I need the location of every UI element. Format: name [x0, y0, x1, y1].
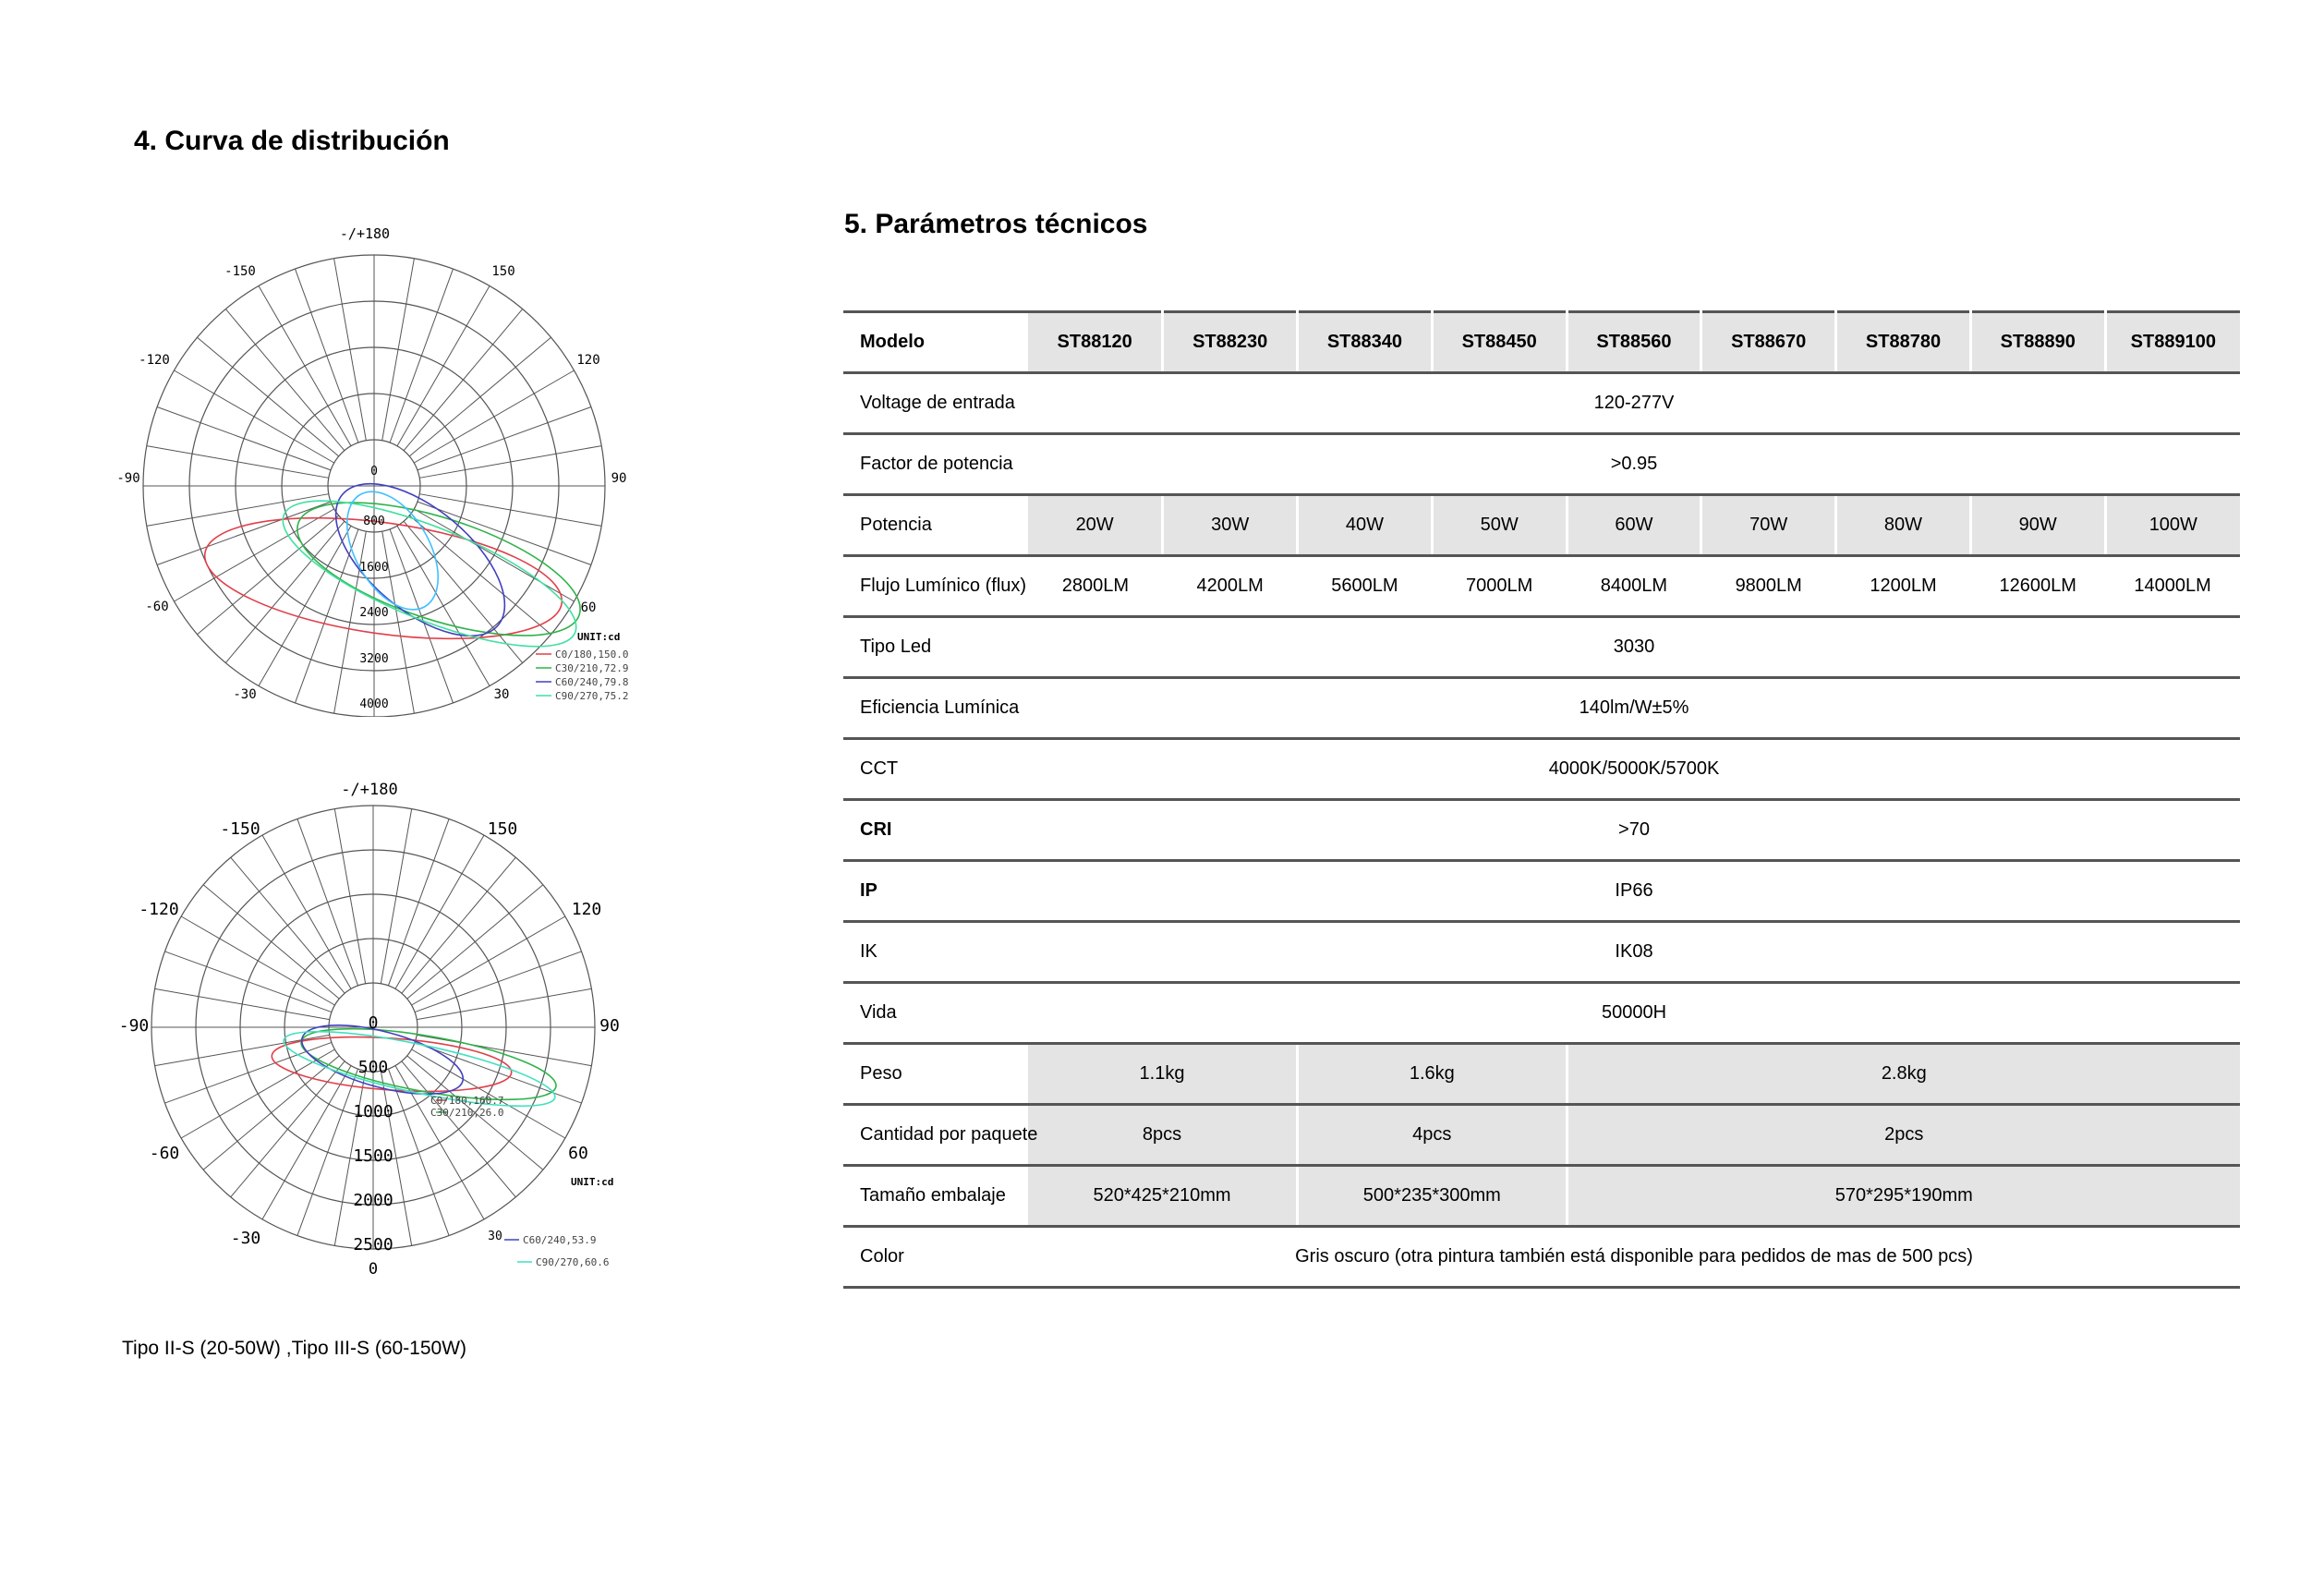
legend-entry: C90/270,60.6: [536, 1256, 610, 1268]
value-cell: 8400LM: [1567, 556, 1701, 617]
angle-label-p150: 150: [487, 819, 518, 839]
radial-label: 1500: [353, 1146, 393, 1166]
value-cell: 40W: [1298, 495, 1433, 556]
angle-label-p30: 30: [488, 1230, 502, 1243]
row-value: 3030: [1028, 617, 2240, 678]
table-row-peso: [843, 1044, 2240, 1105]
row-value: IP66: [1028, 861, 2240, 922]
radial-label: 1600: [359, 561, 389, 575]
unit-label: UNIT:cd: [571, 1176, 614, 1188]
polar-chart-type-ii: [115, 218, 651, 717]
grid-spoke: [297, 818, 358, 985]
value-cell: 12600LM: [1970, 556, 2105, 617]
row-value: 50000H: [1028, 983, 2240, 1044]
row-label: Vida: [843, 983, 1028, 1044]
grid-spoke: [334, 259, 367, 441]
row-label: Potencia: [843, 495, 1028, 556]
legend: [536, 649, 628, 702]
value-cell: 20W: [1028, 495, 1163, 556]
angle-label-p90: 90: [599, 1016, 620, 1036]
radial-label: 2500: [353, 1235, 393, 1255]
grid-spoke: [417, 1035, 591, 1065]
distribution-curve: [270, 1030, 513, 1098]
angle-label-m150: -150: [224, 264, 256, 279]
value-cell: 70W: [1701, 495, 1836, 556]
legend-entry: C0/180,160.7: [430, 1095, 504, 1107]
table-row-flujo: [843, 556, 2240, 617]
legend-entry: C30/210,72.9: [555, 662, 629, 674]
grid-spoke: [418, 406, 591, 469]
grid-spoke: [297, 1069, 358, 1235]
row-label: IK: [843, 922, 1028, 983]
value-cell: 8pcs: [1028, 1105, 1298, 1166]
grid-spoke: [414, 370, 574, 463]
row-value: Gris oscuro (otra pintura también está disponible para pedidos de mas de 500 pcs): [1028, 1227, 2240, 1288]
radial-label: 0: [370, 465, 378, 479]
angle-label-top: -/+180: [341, 781, 398, 799]
model-cell: ST88450: [1432, 312, 1567, 373]
value-cell: 1200LM: [1836, 556, 1971, 617]
grid-spoke: [402, 1061, 515, 1197]
angle-label-p120: 120: [576, 353, 600, 368]
polar-diagram-top: [115, 218, 651, 717]
angle-label-m120: -120: [139, 353, 170, 368]
value-cell: 1.6kg: [1298, 1044, 1567, 1105]
value-cell: 4pcs: [1298, 1105, 1567, 1166]
grid-spoke: [197, 337, 338, 456]
value-cell: 520*425*210mm: [1028, 1166, 1298, 1227]
grid-spoke: [419, 494, 601, 527]
grid-spoke: [262, 835, 351, 988]
radial-label: 500: [357, 1058, 389, 1077]
table-row-modelo: [843, 312, 2240, 373]
grid-spoke: [402, 857, 515, 993]
row-label: Color: [843, 1227, 1028, 1288]
value-cell: 2pcs: [1567, 1105, 2240, 1166]
angle-label-top: -/+180: [339, 225, 391, 242]
row-value: >0.95: [1028, 434, 2240, 495]
value-cell: 80W: [1836, 495, 1971, 556]
angle-label-m150: -150: [220, 819, 260, 839]
model-cell: ST88560: [1567, 312, 1701, 373]
value-cell: 2800LM: [1028, 556, 1163, 617]
legend-entry: C30/210,26.0: [430, 1107, 504, 1119]
model-cell: ST88890: [1970, 312, 2105, 373]
angle-label-p60: 60: [580, 600, 597, 615]
table-row-cct: [843, 739, 2240, 800]
row-value: IK08: [1028, 922, 2240, 983]
row-label: Factor de potencia: [843, 434, 1028, 495]
table-row-tamano: [843, 1166, 2240, 1227]
value-cell: 9800LM: [1701, 556, 1836, 617]
grid-spoke: [203, 1056, 339, 1170]
table-row-cantidad: [843, 1105, 2240, 1166]
grid-spoke: [155, 1035, 330, 1065]
grid-spoke: [397, 285, 490, 445]
angle-label-p150: 150: [491, 264, 515, 279]
row-label: Voltage de entrada: [843, 373, 1028, 434]
angle-label-m30: -30: [230, 1229, 261, 1248]
grid-spoke: [404, 309, 523, 450]
grid-spoke: [382, 259, 415, 441]
grid-spoke: [395, 835, 484, 988]
grid-spoke: [397, 526, 490, 685]
table-row-ip: [843, 861, 2240, 922]
grid-spoke: [381, 809, 411, 984]
model-cell: ST88230: [1163, 312, 1298, 373]
legend-entry: C60/240,53.9: [523, 1234, 597, 1246]
value-cell: 100W: [2105, 495, 2240, 556]
row-label: Eficiencia Lumínica: [843, 678, 1028, 739]
model-cell: ST88120: [1028, 312, 1163, 373]
section-title-technical: 5. Parámetros técnicos: [844, 209, 1148, 239]
grid-spoke: [419, 446, 601, 479]
model-cell: ST889100: [2105, 312, 2240, 373]
table-row-ik: [843, 922, 2240, 983]
section-title-distribution: 4. Curva de distribución: [134, 126, 450, 156]
grid-spoke: [412, 916, 565, 1005]
legend-entry: C0/180,150.0: [555, 649, 629, 661]
row-label: Tipo Led: [843, 617, 1028, 678]
value-cell: 50W: [1432, 495, 1567, 556]
grid-spoke: [147, 494, 329, 527]
grid-spoke: [295, 269, 357, 442]
radial-label: 1000: [353, 1102, 393, 1121]
angle-label-m60: -60: [149, 1144, 180, 1163]
grid-spoke: [409, 515, 551, 635]
value-cell: 570*295*190mm: [1567, 1166, 2240, 1227]
grid-spoke: [407, 885, 543, 999]
row-label: CCT: [843, 739, 1028, 800]
grid-spoke: [157, 502, 331, 564]
unit-label: UNIT:cd: [577, 631, 621, 643]
legend-entry: C90/270,75.2: [555, 690, 629, 702]
polar-chart-type-iii: [111, 778, 647, 1286]
value-cell: 90W: [1970, 495, 2105, 556]
grid-spoke: [417, 988, 591, 1019]
table-row-power-factor: [843, 434, 2240, 495]
grid-spoke: [259, 285, 351, 445]
grid-spoke: [409, 337, 551, 456]
table-row-led: [843, 617, 2240, 678]
radial-label: 800: [363, 515, 385, 528]
grid-spoke: [262, 1066, 351, 1219]
row-label: Flujo Lumínico (flux): [843, 556, 1028, 617]
spec-table: [843, 310, 2240, 1289]
grid-spoke: [390, 269, 453, 442]
row-label: Modelo: [843, 312, 1028, 373]
grid-spoke: [197, 515, 338, 635]
grid-spoke: [155, 988, 330, 1019]
table-row-vida: [843, 983, 2240, 1044]
grid-spoke: [382, 531, 415, 713]
angle-label-m120: -120: [139, 900, 179, 919]
value-cell: 5600LM: [1298, 556, 1433, 617]
row-label: Peso: [843, 1044, 1028, 1105]
value-cell: 30W: [1163, 495, 1298, 556]
table-row-potencia: [843, 495, 2240, 556]
angle-label-p120: 120: [571, 900, 602, 919]
radial-label: 2000: [353, 1191, 393, 1210]
value-cell: 2.8kg: [1567, 1044, 2240, 1105]
radial-label: 4000: [359, 697, 389, 711]
polar-diagram-bottom: [111, 778, 647, 1286]
angle-label-m30: -30: [233, 687, 257, 702]
grid-spoke: [334, 531, 367, 713]
radial-label: 2400: [359, 606, 389, 620]
grid-spoke: [231, 857, 345, 993]
table-row-color: [843, 1227, 2240, 1288]
row-label: IP: [843, 861, 1028, 922]
value-cell: 500*235*300mm: [1298, 1166, 1567, 1227]
grid-spoke: [181, 916, 334, 1005]
grid-spoke: [164, 952, 331, 1012]
distribution-caption: Tipo II-S (20-50W) ,Tipo III-S (60-150W): [122, 1338, 467, 1359]
model-cell: ST88670: [1701, 312, 1836, 373]
angle-label-p60: 60: [568, 1144, 588, 1163]
grid-spoke: [388, 818, 449, 985]
legend-entry: C60/240,79.8: [555, 676, 629, 688]
grid-spoke: [334, 809, 365, 984]
value-cell: 4200LM: [1163, 556, 1298, 617]
row-value: >70: [1028, 800, 2240, 861]
model-cell: ST88340: [1298, 312, 1433, 373]
angle-label-bottom: 0: [368, 1260, 379, 1279]
table-row-eficiencia: [843, 678, 2240, 739]
grid-spoke: [203, 885, 339, 999]
model-cell: ST88780: [1836, 312, 1971, 373]
row-label: CRI: [843, 800, 1028, 861]
grid-spoke: [404, 521, 523, 662]
table-row-cri: [843, 800, 2240, 861]
grid-spoke: [259, 526, 351, 685]
grid-spoke: [157, 406, 331, 469]
value-cell: 1.1kg: [1028, 1044, 1298, 1105]
row-value: 140lm/W±5%: [1028, 678, 2240, 739]
table-row-voltage: [843, 373, 2240, 434]
grid-spoke: [181, 1049, 334, 1138]
angle-label-m60: -60: [145, 600, 169, 614]
distribution-curve: [297, 1014, 561, 1114]
row-label: Tamaño embalaje: [843, 1166, 1028, 1227]
row-value: 4000K/5000K/5700K: [1028, 739, 2240, 800]
radial-label: 3200: [359, 652, 389, 666]
distribution-curve: [279, 1016, 560, 1121]
value-cell: 14000LM: [2105, 556, 2240, 617]
angle-label-p30: 30: [493, 687, 510, 702]
grid-spoke: [414, 509, 574, 601]
row-label: Cantidad por paquete: [843, 1105, 1028, 1166]
angle-label-m90: -90: [116, 471, 140, 486]
value-cell: 7000LM: [1432, 556, 1567, 617]
row-value: 120-277V: [1028, 373, 2240, 434]
grid-spoke: [174, 370, 333, 463]
radial-label: 0: [368, 1013, 379, 1033]
technical-parameters-table: [843, 310, 2240, 1289]
value-cell: 60W: [1567, 495, 1701, 556]
grid-spoke: [415, 952, 581, 1012]
distribution-curve: [283, 475, 595, 663]
grid-spoke: [147, 446, 329, 479]
grid-spoke: [225, 521, 345, 662]
grid-spoke: [225, 309, 345, 450]
angle-label-m90: -90: [118, 1016, 150, 1036]
angle-label-p90: 90: [611, 471, 627, 486]
